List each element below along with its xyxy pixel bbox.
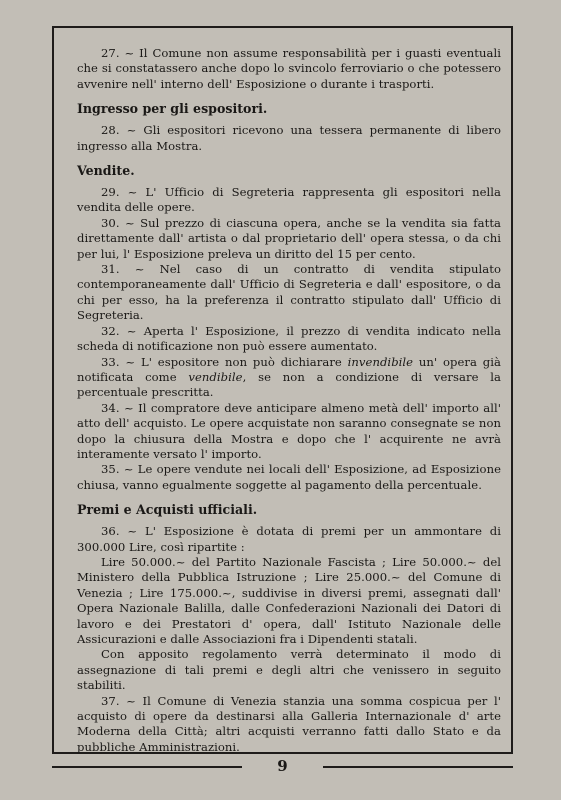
- article-33-emphasis-invendibile: invendibile: [347, 354, 414, 369]
- article-33-part-a: 33. ~ L' espositore non può dichiarare: [101, 354, 348, 369]
- heading-ingresso: Ingresso per gli espositori.: [77, 101, 268, 117]
- article-31: 31. ~ Nel caso di un contratto di vendita stipulato contemporaneamente dall' Ufficio di Segreteria e dall' espositore, o da chi per esso, ha la preferenza il contratto stipulato dall' Ufficio di Segreteria.: [77, 262, 501, 323]
- article-36-distribution: Lire 50.000.~ del Partito Nazionale Fascista ; Lire 50.000.~ del Ministero della Pubblica Istruzione ; Lire 25.000.~ del Comune di Venezia ; Lire 175.000.~, suddivise in diversi premi, assegnati dall' Opera Nazionale Balilla, dalle Confederazioni Nazionali dei Datori di lavoro e dei Prestatori d' opera, dall' Istituto Nazionale delle Assicurazioni e dalle Associazioni fra i Dipendenti statali.: [77, 554, 501, 646]
- article-30: 30. ~ Sul prezzo di ciascuna opera, anche se la vendita sia fatta direttamente dall' artista o dal proprietario dell' opera stessa, o da chi per lui, l' Esposizione preleva un diritto del 15 per cento.: [77, 215, 501, 261]
- text-frame: [52, 26, 513, 754]
- article-33-emphasis-vendibile: vendibile: [188, 369, 243, 384]
- heading-vendite: Vendite.: [77, 163, 135, 179]
- article-35: 35. ~ Le opere vendute nei locali dell' Esposizione, ad Esposizione chiusa, vanno egualmente soggette al pagamento della percentuale.: [77, 462, 501, 492]
- article-36: 36. ~ L' Esposizione è dotata di premi per un ammontare di 300.000 Lire, così ripartite :: [77, 524, 501, 554]
- article-37: 37. ~ Il Comune di Venezia stanzia una somma cospicua per l' acquisto di opere da destinarsi alla Galleria Internazionale d' arte Moderna della Città; altri acquisti verranno fatti dallo Stato e da pubbliche Amministrazioni.: [77, 693, 501, 754]
- article-28: 28. ~ Gli espositori ricevono una tessera permanente di libero ingresso alla Mostra.: [77, 123, 501, 153]
- article-32: 32. ~ Aperta l' Esposizione, il prezzo di vendita indicato nella scheda di notificazione non può essere aumentato.: [77, 323, 501, 354]
- article-36-regulation: Con apposito regolamento verrà determinato il modo di assegnazione di tali premi e degli altri che venissero in seguito stabiliti.: [77, 647, 501, 693]
- page-footer: [52, 756, 513, 778]
- article-33-part-c: , se non a condizione di versare la percentuale prescritta.: [77, 369, 501, 400]
- article-27: 27. ~ Il Comune non assume responsabilità per i guasti eventuali che si constatassero anche dopo lo svincolo ferroviario o che potessero avvenire nell' interno dell' Esposizione o durante i trasporti.: [77, 46, 501, 91]
- heading-premi: Premi e Acquisti ufficiali.: [77, 502, 258, 518]
- article-33: [77, 355, 501, 401]
- page-number: 9: [277, 757, 288, 775]
- footer-rule-right: [323, 766, 513, 768]
- article-33-part-b: un' opera già notificata come: [77, 354, 501, 384]
- article-29: 29. ~ L' Ufficio di Segreteria rappresenta gli espositori nella vendita delle opere.: [77, 185, 501, 215]
- article-34: 34. ~ Il compratore deve anticipare almeno metà dell' importo all' atto dell' acquisto. Le opere acquistate non saranno consegnate se non dopo la chiusura della Mostra e dopo che l' acquirente ne avrà interamente versato l' importo.: [77, 400, 501, 461]
